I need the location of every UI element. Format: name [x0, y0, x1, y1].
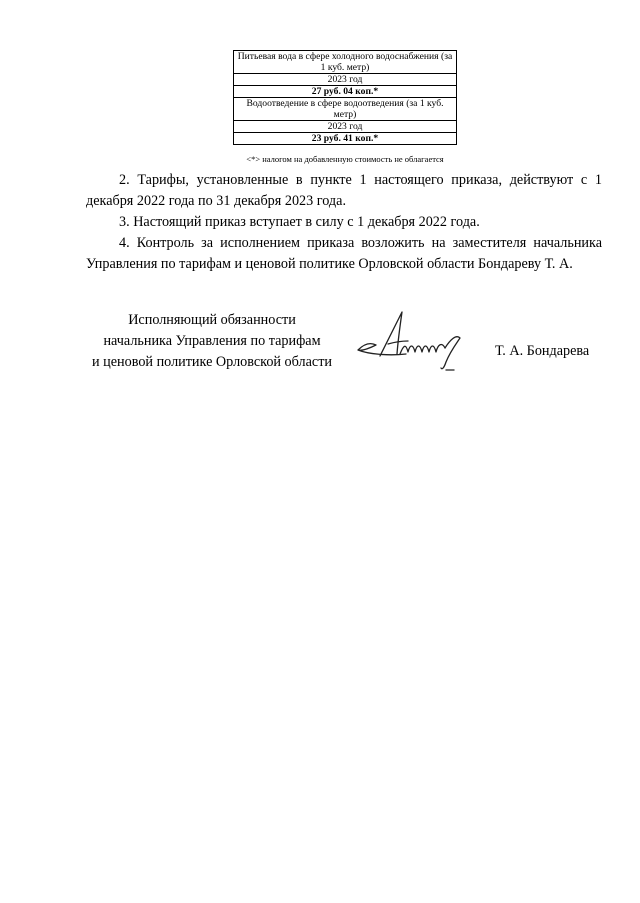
table-row	[234, 133, 457, 145]
tariff-value-cell: 23 руб. 41 коп.*	[234, 133, 457, 145]
signer-name: Т. А. Бондарева	[495, 343, 590, 359]
table-row	[234, 121, 457, 133]
position-line: Исполняющий обязанности	[128, 312, 296, 328]
table-cell: 2023 год	[234, 74, 457, 86]
table-row	[234, 86, 457, 98]
table-row	[234, 51, 457, 74]
order-body	[86, 170, 602, 275]
position-line: и ценовой политике Орловской области	[92, 354, 332, 370]
paragraph-4: 4. Контроль за исполнением приказа возложить на заместителя начальника Управления по тарифам и ценовой политике Орловской области Бондареву Т. А.	[86, 235, 602, 272]
table-cell: Питьевая вода в сфере холодного водоснабжения (за 1 куб. метр)	[234, 51, 457, 74]
table-row	[234, 98, 457, 121]
table-footnote: <*> налогом на добавленную стоимость не облагается	[246, 154, 444, 164]
table-cell: Водоотведение в сфере водоотведения (за 1 куб. метр)	[234, 98, 457, 121]
paragraph-3: 3. Настоящий приказ вступает в силу с 1 декабря 2022 года.	[119, 214, 480, 230]
signatory-position	[80, 310, 344, 373]
table-cell: 2023 год	[234, 121, 457, 133]
paragraph-2: 2. Тарифы, установленные в пункте 1 настоящего приказа, действуют с 1 декабря 2022 года по 31 декабря 2023 года.	[86, 172, 602, 209]
tariff-value-cell: 27 руб. 04 коп.*	[234, 86, 457, 98]
tariff-table	[233, 50, 457, 145]
table-row	[234, 74, 457, 86]
position-line: начальника Управления по тарифам	[103, 333, 321, 349]
handwritten-signature	[350, 304, 480, 374]
